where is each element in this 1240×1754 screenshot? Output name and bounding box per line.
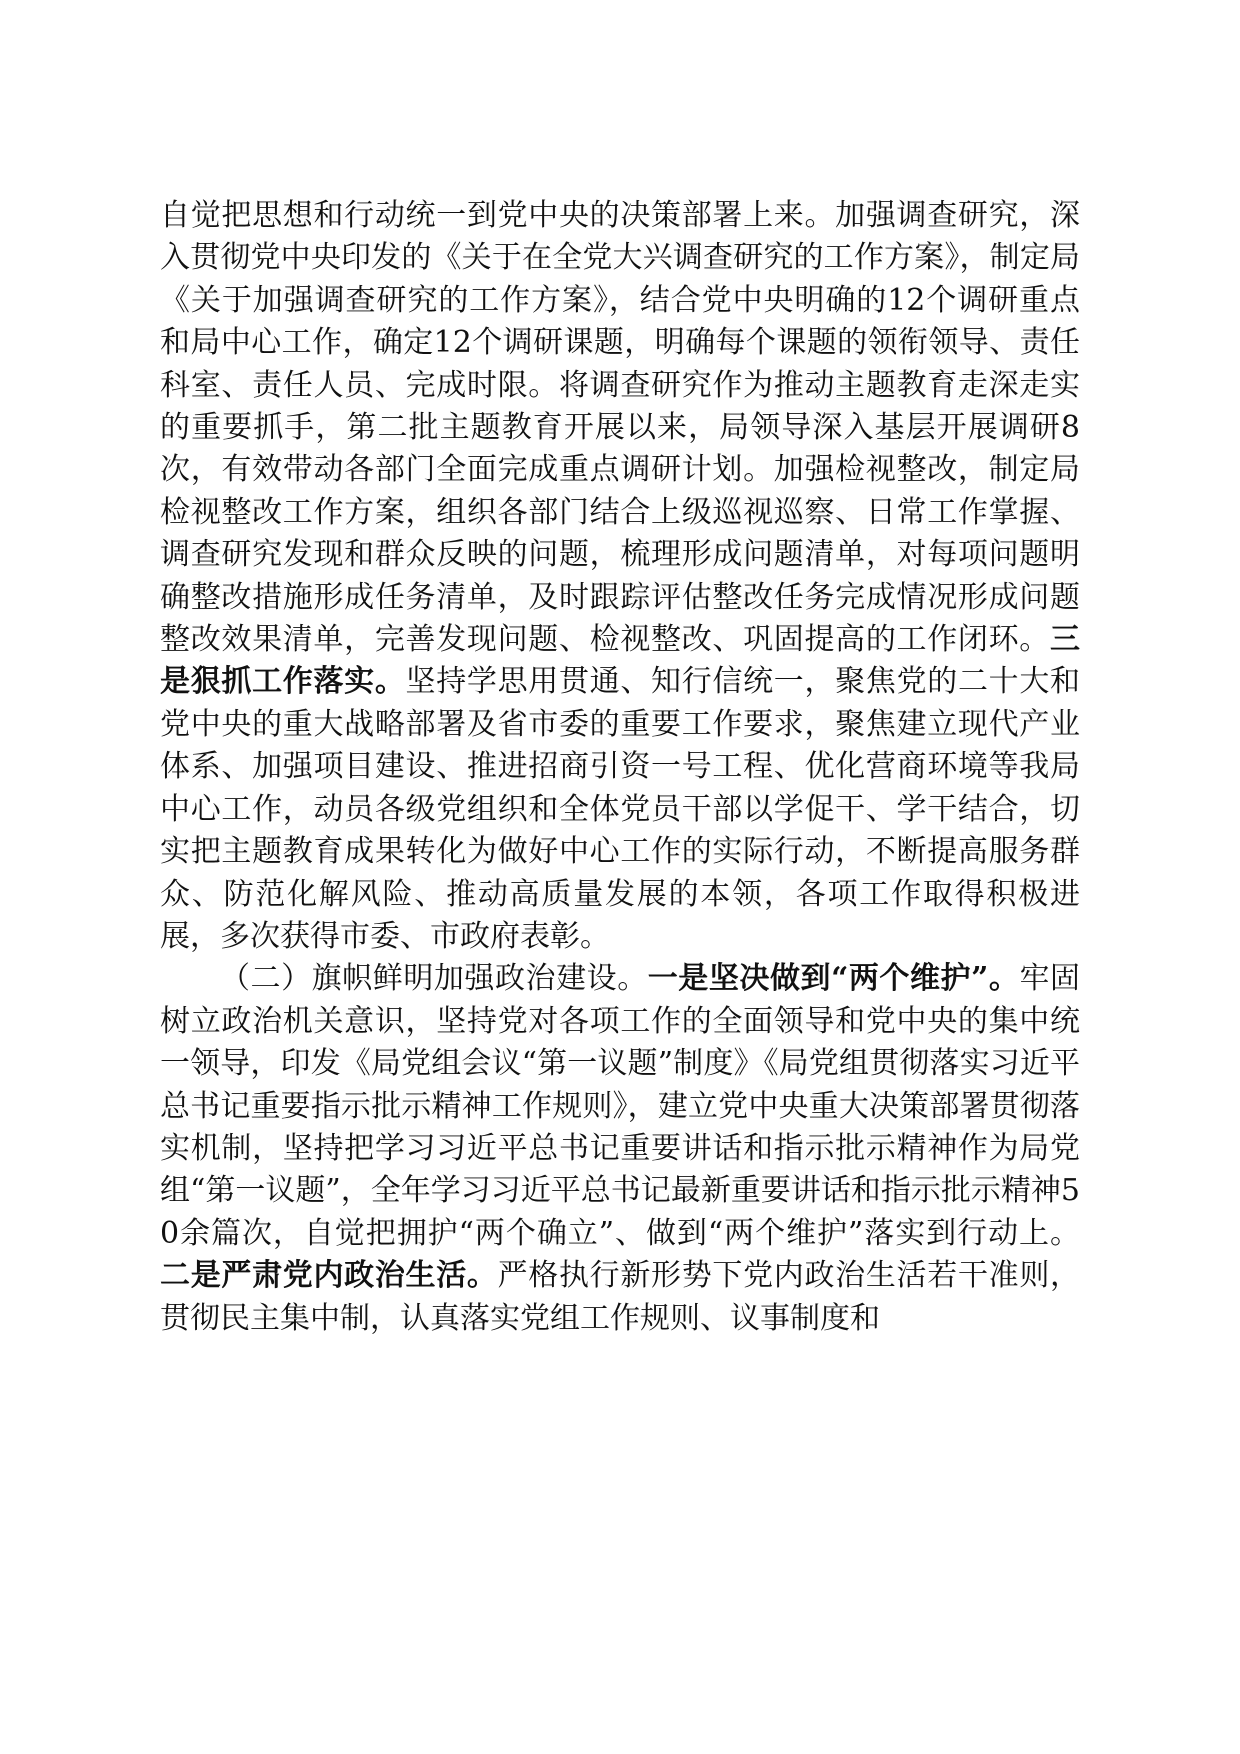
heading-first-two-safeguards: 一是坚决做到“两个维护”。 [647,961,1020,997]
paragraph-two-safeguards-text: 牢固树立政治机关意识，坚持党对各项工作的全面领导和党中央的集中统一领导，印发《局党组会议“第一议题”制度》《局党组贯彻落实习近平总书记重要指示批示精神工作规则》，建立党中央重大决策部署贯彻落实机制，坚持把学习习近平总书记重要讲话和指示批示精神作为局党组“第一议题”，全年学习习近平总书记最新重要讲话和指示批示精神50余篇次，自觉把拥护“两个确立”、做到“两个维护”落实到行动上。 [160,961,1081,1251]
paragraph-research-text: 自觉把思想和行动统一到党中央的决策部署上来。加强调查研究，深入贯彻党中央印发的《关于在全党大兴调查研究的工作方案》，制定局《关于加强调查研究的工作方案》，结合党中央明确的12个调研重点和局中心工作，确定12个调研课题，明确每个课题的领衔领导、责任科室、责任人员、完成时限。将调查研究作为推动主题教育走深走实的重要抓手，第二批主题教育开展以来，局领导深入基层开展调研8次，有效带动各部门全面完成重点调研计划。加强检视整改，制定局检视整改工作方案，组织各部门结合上级巡视巡察、日常工作掌握、调查研究发现和群众反映的问题，梳理形成问题清单，对每项问题明确整改措施形成任务清单，及时跟踪评估整改任务完成情况形成问题整改效果清单，完善发现问题、检视整改、巩固提高的工作闭环。 [160,198,1080,658]
heading-third-work-implementation: 三是狠抓工作落实。 [160,622,1080,700]
paragraph-political-building [160,958,1080,1340]
paragraph-implementation-text: 坚持学思用贯通、知行信统一，聚焦党的二十大和党中央的重大战略部署及省市委的重要工作要求，聚焦建立现代产业体系、加强项目建设、推进招商引资一号工程、优化营商环境等我局中心工作，动员各级党组织和全体党员干部以学促干、学干结合，切实把主题教育成果转化为做好中心工作的实际行动，不断提高服务群众、防范化解风险、推动高质量发展的本领，各项工作取得积极进展，多次获得市委、市政府表彰。 [160,664,1081,954]
section-heading-political-building: （二）旗帜鲜明加强政治建设。 [220,961,648,997]
paragraph-party-life-text: 严格执行新形势下党内政治生活若干准则，贯彻民主集中制，认真落实党组工作规则、议事制度和 [160,1258,1081,1336]
heading-second-party-life: 二是严肃党内政治生活。 [160,1258,498,1294]
paragraph-research [160,195,1080,958]
document-page [160,195,1080,1340]
